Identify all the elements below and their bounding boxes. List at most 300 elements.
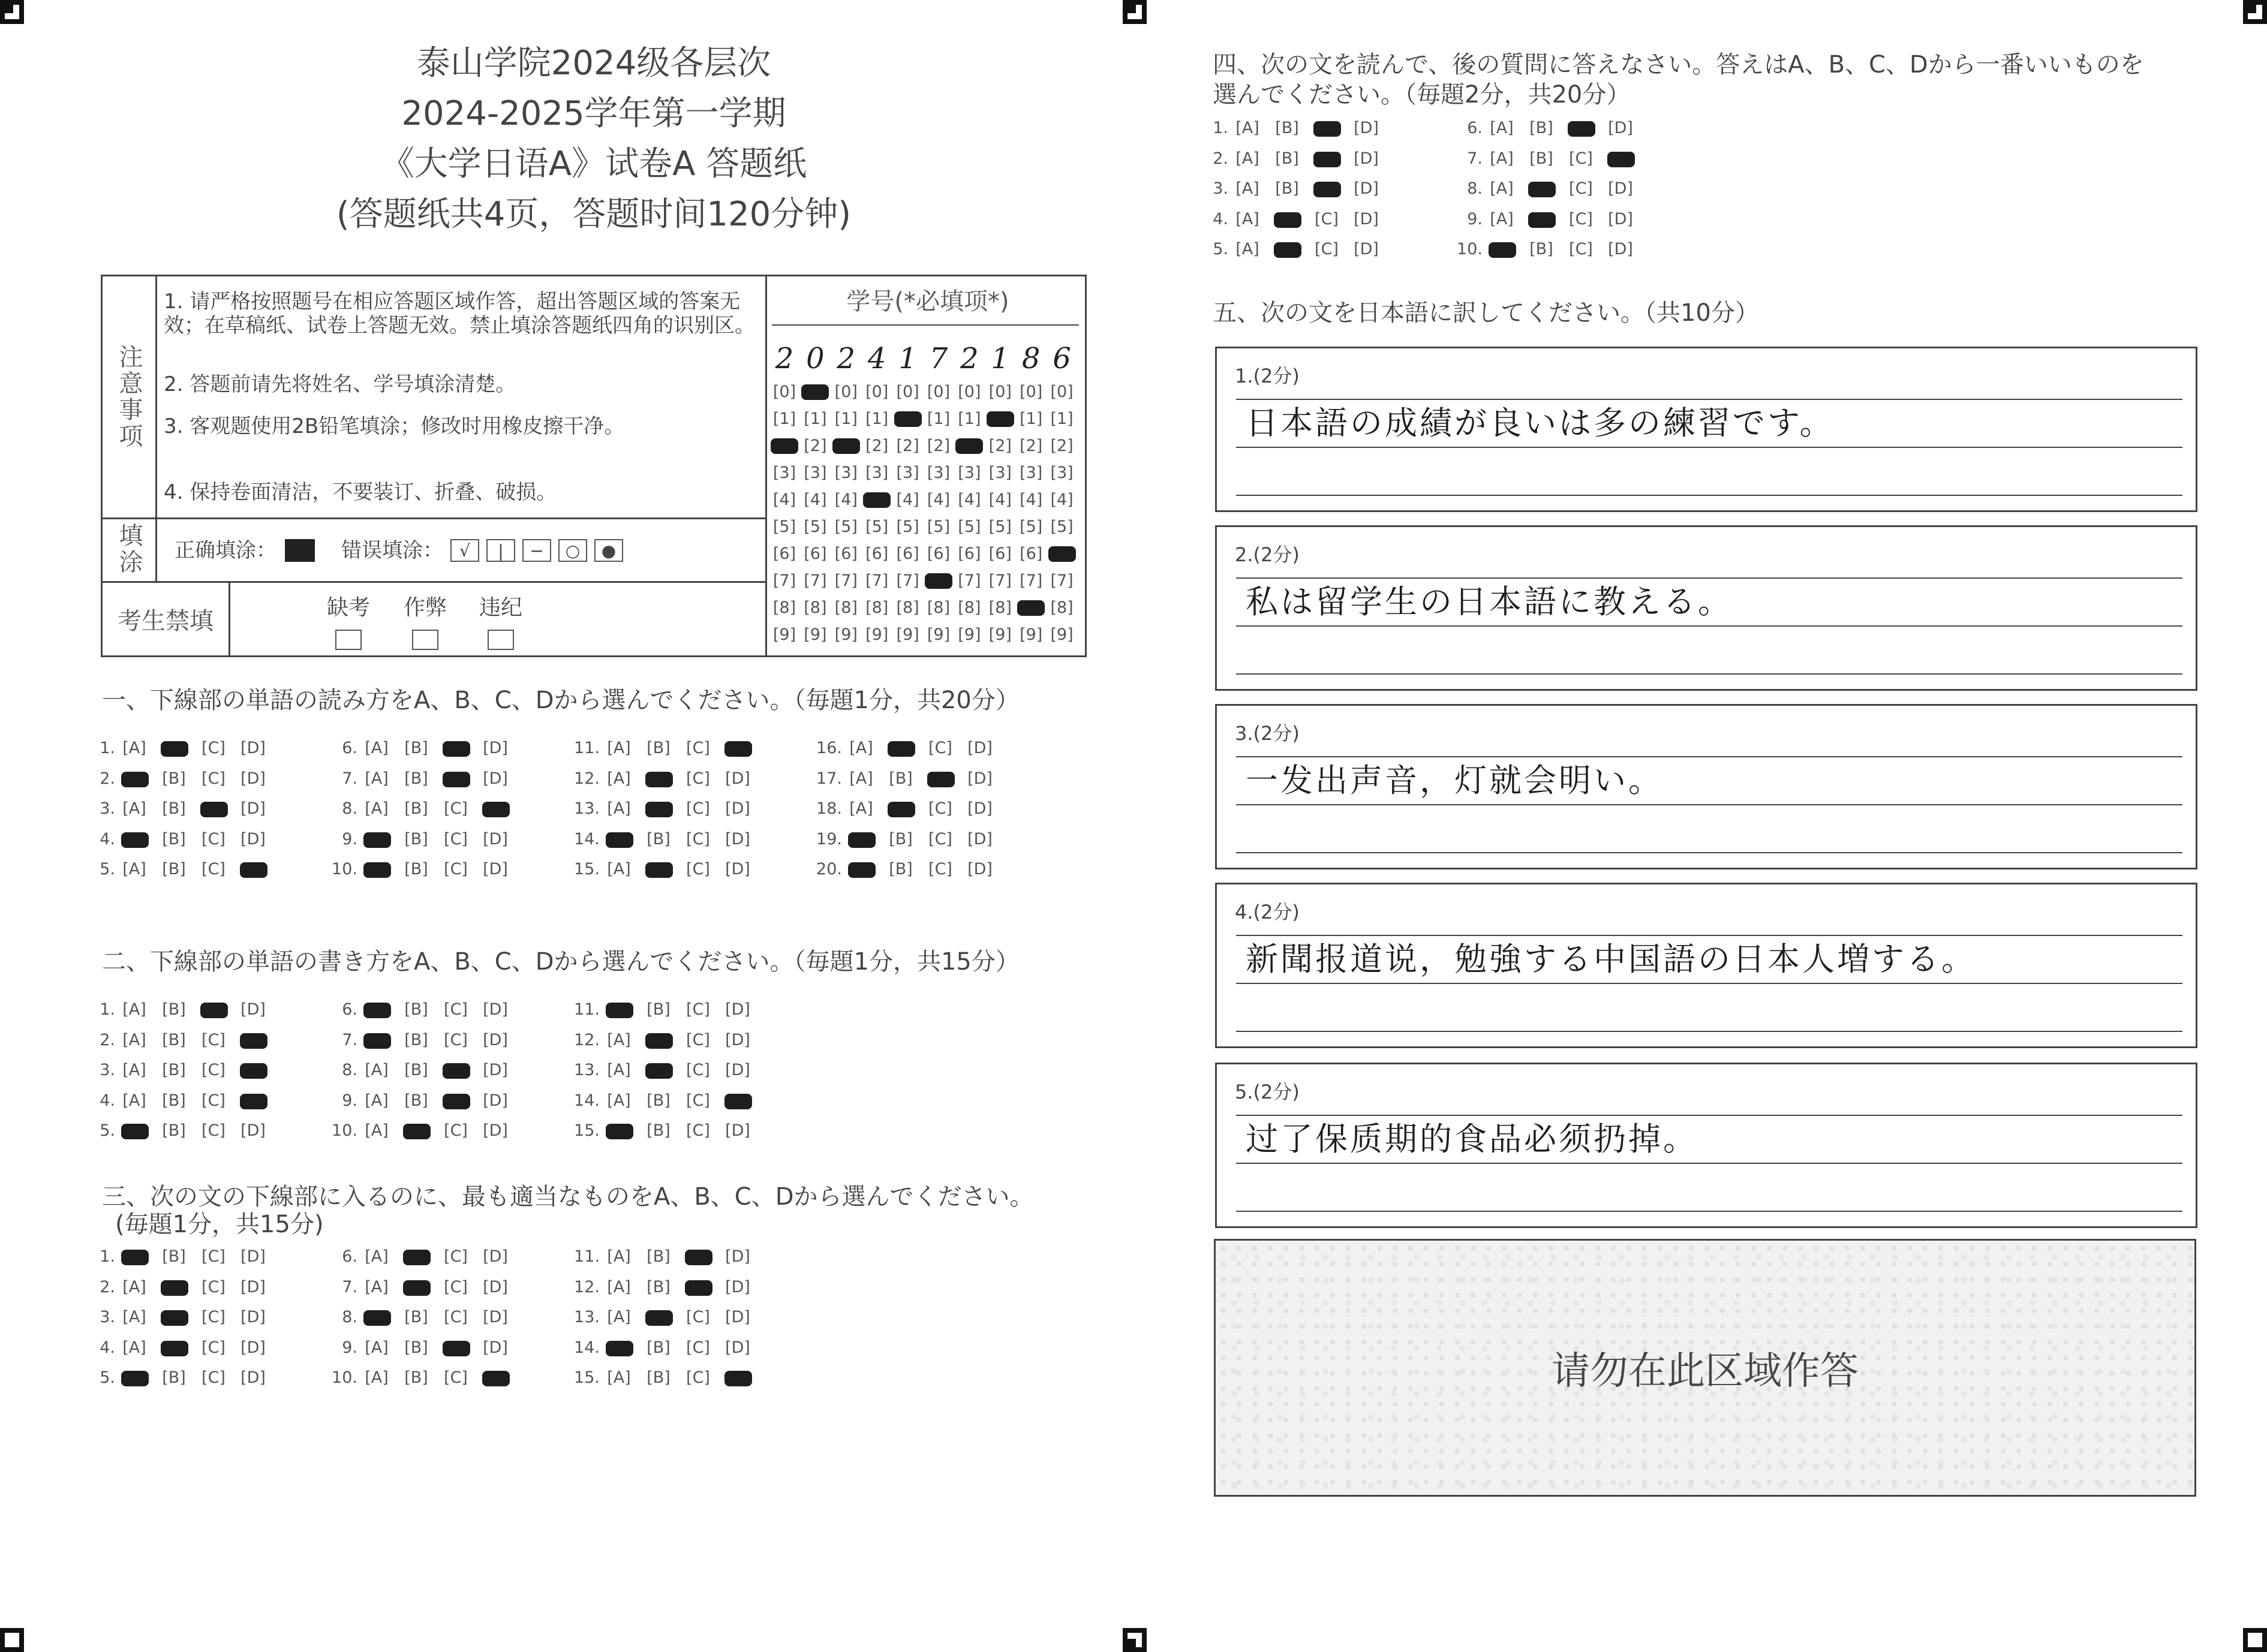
answer-bubble-filled[interactable] [724, 1371, 752, 1386]
answer-bubble[interactable]: [A] [122, 1030, 146, 1049]
answer-bubble[interactable]: [B] [162, 860, 186, 878]
student-number-bubble-filled[interactable] [832, 438, 860, 454]
answer-bubble[interactable]: [A] [122, 739, 146, 757]
answer-bubble[interactable]: [B] [1529, 149, 1553, 168]
answer-bubble[interactable]: [C] [202, 1308, 226, 1326]
answer-bubble[interactable]: [A] [122, 1277, 146, 1296]
student-number-bubble[interactable]: [0] [1020, 383, 1043, 401]
answer-bubble[interactable]: [B] [162, 1061, 186, 1079]
answer-bubble-filled[interactable] [240, 862, 267, 878]
student-number-bubble[interactable]: [3] [865, 464, 889, 482]
student-number-bubble[interactable]: [2] [988, 437, 1012, 455]
student-number-bubble[interactable]: [3] [1020, 464, 1043, 482]
answer-bubble[interactable]: [D] [483, 769, 508, 788]
answer-bubble[interactable]: [D] [483, 860, 508, 878]
answer-bubble[interactable]: [A] [365, 1368, 389, 1387]
answer-bubble[interactable]: [C] [202, 1247, 226, 1266]
student-number-bubble[interactable]: [9] [896, 625, 919, 644]
answer-bubble[interactable]: [B] [889, 829, 913, 848]
answer-bubble[interactable]: [D] [240, 1000, 266, 1019]
answer-bubble[interactable]: [C] [444, 829, 468, 848]
answer-bubble-filled[interactable] [482, 1371, 510, 1386]
answer-bubble[interactable]: [A] [1490, 119, 1514, 137]
answer-bubble[interactable]: [B] [1275, 149, 1299, 168]
answer-bubble[interactable]: [C] [202, 1368, 226, 1387]
answer-bubble[interactable]: [C] [686, 1030, 710, 1049]
answer-bubble[interactable]: [C] [444, 1368, 468, 1387]
answer-bubble-filled[interactable] [363, 1003, 391, 1018]
answer-bubble[interactable]: [A] [365, 1091, 389, 1110]
answer-bubble[interactable]: [D] [483, 1061, 508, 1079]
answer-bubble[interactable]: [B] [162, 1368, 186, 1387]
answer-bubble[interactable]: [C] [444, 1030, 468, 1049]
answer-bubble[interactable]: [D] [483, 1121, 508, 1140]
answer-bubble-filled[interactable] [363, 832, 391, 848]
student-number-bubble[interactable]: [0] [896, 383, 919, 401]
answer-bubble-filled[interactable] [363, 1310, 391, 1326]
answer-bubble[interactable]: [D] [483, 1247, 508, 1266]
answer-bubble[interactable]: [B] [647, 1247, 671, 1266]
answer-bubble-filled[interactable] [121, 832, 149, 848]
student-number-bubble[interactable]: [8] [804, 598, 827, 617]
answer-bubble[interactable]: [D] [240, 1247, 266, 1266]
student-number-bubble[interactable]: [0] [1050, 383, 1074, 401]
answer-bubble-filled[interactable] [645, 772, 673, 787]
answer-bubble-filled[interactable] [403, 1124, 431, 1139]
answer-bubble-filled[interactable] [161, 1280, 188, 1296]
answer-bubble[interactable]: [B] [404, 1091, 428, 1110]
answer-bubble[interactable]: [D] [1608, 179, 1633, 198]
answer-bubble[interactable]: [C] [444, 1121, 468, 1140]
student-number-bubble-filled[interactable] [955, 438, 983, 454]
student-number-bubble[interactable]: [3] [804, 464, 827, 482]
translation-answer[interactable]: 私は留学生の日本語に教える。 [1246, 583, 1733, 621]
answer-bubble[interactable]: [C] [686, 829, 710, 848]
translation-answer[interactable]: 新聞报道说，勉強する中国語の日本人増する。 [1246, 940, 1976, 978]
student-number-bubble[interactable]: [5] [804, 517, 827, 536]
answer-bubble[interactable]: [A] [607, 1308, 631, 1326]
student-number-bubble[interactable]: [3] [834, 464, 858, 482]
student-number-bubble[interactable]: [6] [958, 544, 981, 563]
student-number-bubble[interactable]: [1] [865, 410, 889, 428]
student-number-bubble[interactable]: [3] [958, 464, 981, 482]
answer-bubble[interactable]: [B] [162, 1247, 186, 1266]
answer-bubble-filled[interactable] [606, 1003, 633, 1018]
answer-bubble[interactable]: [D] [1354, 179, 1379, 198]
student-number-bubble[interactable]: [7] [896, 571, 919, 590]
exam-status-violation-box[interactable] [488, 630, 514, 650]
answer-bubble[interactable]: [D] [1608, 209, 1633, 228]
student-number-bubble[interactable]: [7] [958, 571, 981, 590]
answer-bubble-filled[interactable] [161, 1310, 188, 1326]
student-number-bubble[interactable]: [3] [988, 464, 1012, 482]
answer-bubble[interactable]: [A] [122, 860, 146, 878]
answer-bubble-filled[interactable] [848, 832, 876, 848]
answer-bubble[interactable]: [D] [240, 1368, 266, 1387]
answer-bubble-filled[interactable] [1313, 182, 1341, 197]
answer-bubble[interactable]: [D] [240, 1338, 266, 1357]
answer-bubble[interactable]: [C] [686, 860, 710, 878]
student-number-bubble[interactable]: [2] [1050, 437, 1074, 455]
answer-bubble[interactable]: [C] [686, 769, 710, 788]
answer-bubble[interactable]: [B] [162, 1121, 186, 1140]
answer-bubble-filled[interactable] [1274, 242, 1301, 258]
student-number-bubble[interactable]: [4] [804, 491, 827, 509]
answer-bubble[interactable]: [A] [365, 739, 389, 757]
student-number-bubble[interactable]: [4] [772, 491, 796, 509]
answer-bubble-filled[interactable] [1489, 242, 1516, 258]
answer-bubble-filled[interactable] [1528, 182, 1556, 197]
answer-bubble-filled[interactable] [1274, 212, 1301, 228]
answer-bubble[interactable]: [C] [928, 799, 952, 818]
student-number-bubble[interactable]: [5] [927, 517, 951, 536]
student-number-bubble-filled[interactable] [1017, 600, 1045, 616]
answer-bubble[interactable]: [C] [686, 1000, 710, 1019]
student-number-bubble[interactable]: [7] [772, 571, 796, 590]
answer-bubble[interactable]: [B] [162, 1030, 186, 1049]
student-number-bubble[interactable]: [3] [927, 464, 951, 482]
answer-bubble[interactable]: [A] [607, 1061, 631, 1079]
answer-bubble[interactable]: [D] [483, 1277, 508, 1296]
answer-bubble[interactable]: [D] [483, 739, 508, 757]
answer-bubble[interactable]: [A] [122, 799, 146, 818]
answer-bubble[interactable]: [C] [202, 1277, 226, 1296]
answer-bubble[interactable]: [D] [725, 1000, 750, 1019]
answer-bubble-filled[interactable] [443, 1341, 470, 1356]
student-number-bubble[interactable]: [4] [896, 491, 919, 509]
answer-bubble[interactable]: [A] [1235, 119, 1259, 137]
student-number-bubble[interactable]: [1] [958, 410, 981, 428]
answer-bubble-filled[interactable] [121, 1371, 149, 1386]
answer-bubble[interactable]: [A] [365, 1061, 389, 1079]
answer-bubble[interactable]: [B] [404, 1030, 428, 1049]
answer-bubble[interactable]: [D] [725, 1247, 750, 1266]
student-number-bubble[interactable]: [4] [1050, 491, 1074, 509]
answer-bubble[interactable]: [D] [725, 1061, 750, 1079]
answer-bubble[interactable]: [A] [365, 1247, 389, 1266]
answer-bubble[interactable]: [C] [202, 1338, 226, 1357]
answer-bubble[interactable]: [C] [202, 1061, 226, 1079]
student-number-bubble[interactable]: [8] [958, 598, 981, 617]
student-number-bubble[interactable]: [9] [927, 625, 951, 644]
answer-bubble[interactable]: [D] [725, 799, 750, 818]
answer-bubble[interactable]: [C] [928, 739, 952, 757]
answer-bubble[interactable]: [A] [607, 1277, 631, 1296]
answer-bubble-filled[interactable] [1313, 152, 1341, 167]
exam-status-absent-box[interactable] [335, 630, 362, 650]
answer-bubble[interactable]: [D] [967, 829, 993, 848]
answer-bubble[interactable]: [D] [483, 1091, 508, 1110]
exam-status-cheating-box[interactable] [412, 630, 438, 650]
answer-bubble[interactable]: [B] [404, 860, 428, 878]
answer-bubble[interactable]: [D] [240, 1121, 266, 1140]
answer-bubble[interactable]: [A] [607, 799, 631, 818]
translation-answer[interactable]: 过了保质期的食品必须扔掉。 [1246, 1120, 1698, 1158]
answer-bubble[interactable]: [D] [240, 1277, 266, 1296]
answer-bubble[interactable]: [D] [1608, 240, 1633, 258]
student-number-bubble[interactable]: [5] [834, 517, 858, 536]
answer-bubble[interactable]: [A] [607, 769, 631, 788]
student-number-bubble[interactable]: [8] [927, 598, 951, 617]
answer-bubble[interactable]: [D] [967, 799, 993, 818]
answer-bubble[interactable]: [B] [647, 1277, 671, 1296]
answer-bubble[interactable]: [C] [928, 829, 952, 848]
student-number-bubble[interactable]: [4] [834, 491, 858, 509]
answer-bubble[interactable]: [A] [1235, 209, 1259, 228]
answer-bubble[interactable]: [C] [202, 1121, 226, 1140]
student-number-bubble[interactable]: [3] [1050, 464, 1074, 482]
answer-bubble[interactable]: [D] [967, 860, 993, 878]
student-number-bubble[interactable]: [5] [1020, 517, 1043, 536]
answer-bubble[interactable]: [C] [202, 860, 226, 878]
student-number-bubble-filled[interactable] [1048, 546, 1076, 562]
student-number-bubble[interactable]: [7] [1020, 571, 1043, 590]
answer-bubble[interactable]: [A] [122, 1308, 146, 1326]
student-number-bubble[interactable]: [7] [1050, 571, 1074, 590]
student-number-bubble[interactable]: [5] [865, 517, 889, 536]
student-number-bubble[interactable]: [5] [958, 517, 981, 536]
answer-bubble[interactable]: [D] [725, 1338, 750, 1357]
student-number-bubble[interactable]: [0] [865, 383, 889, 401]
answer-bubble[interactable]: [A] [849, 739, 873, 757]
answer-bubble-filled[interactable] [121, 1124, 149, 1139]
answer-bubble[interactable]: [B] [647, 1000, 671, 1019]
answer-bubble[interactable]: [D] [483, 1338, 508, 1357]
answer-bubble-filled[interactable] [606, 1341, 633, 1356]
answer-bubble[interactable]: [A] [1235, 240, 1259, 258]
answer-bubble-filled[interactable] [724, 741, 752, 757]
answer-bubble[interactable]: [B] [404, 799, 428, 818]
answer-bubble[interactable]: [C] [444, 1247, 468, 1266]
answer-bubble-filled[interactable] [685, 1250, 712, 1265]
student-number-bubble[interactable]: [1] [772, 410, 796, 428]
student-number-bubble[interactable]: [6] [927, 544, 951, 563]
student-number-bubble[interactable]: [7] [865, 571, 889, 590]
answer-bubble[interactable]: [B] [404, 1000, 428, 1019]
student-number-bubble[interactable]: [7] [988, 571, 1012, 590]
answer-bubble[interactable]: [A] [607, 1247, 631, 1266]
answer-bubble[interactable]: [C] [686, 1121, 710, 1140]
answer-bubble[interactable]: [B] [404, 1061, 428, 1079]
answer-bubble[interactable]: [A] [1490, 209, 1514, 228]
answer-bubble[interactable]: [D] [1354, 149, 1379, 168]
answer-bubble-filled[interactable] [1313, 121, 1341, 137]
answer-bubble[interactable]: [C] [1569, 209, 1593, 228]
student-number-bubble[interactable]: [9] [958, 625, 981, 644]
answer-bubble-filled[interactable] [645, 1033, 673, 1049]
answer-bubble[interactable]: [D] [240, 739, 266, 757]
answer-bubble-filled[interactable] [443, 772, 470, 787]
answer-bubble[interactable]: [B] [162, 769, 186, 788]
answer-bubble[interactable]: [A] [1235, 149, 1259, 168]
answer-bubble[interactable]: [B] [162, 799, 186, 818]
answer-bubble[interactable]: [C] [444, 1000, 468, 1019]
answer-bubble[interactable]: [C] [444, 1308, 468, 1326]
student-number-bubble[interactable]: [6] [1020, 544, 1043, 563]
student-number-bubble[interactable]: [5] [896, 517, 919, 536]
answer-bubble[interactable]: [B] [647, 829, 671, 848]
answer-bubble[interactable]: [C] [686, 1091, 710, 1110]
answer-bubble[interactable]: [B] [647, 739, 671, 757]
answer-bubble[interactable]: [B] [1275, 179, 1299, 198]
answer-bubble-filled[interactable] [645, 802, 673, 817]
answer-bubble[interactable]: [A] [122, 1061, 146, 1079]
student-number-bubble[interactable]: [9] [804, 625, 827, 644]
student-number-bubble[interactable]: [1] [804, 410, 827, 428]
student-number-bubble-filled[interactable] [894, 411, 922, 427]
student-number-bubble[interactable]: [2] [896, 437, 919, 455]
answer-bubble[interactable]: [D] [240, 769, 266, 788]
student-number-bubble[interactable]: [8] [834, 598, 858, 617]
answer-bubble-filled[interactable] [724, 1094, 752, 1109]
student-number-bubble[interactable]: [6] [834, 544, 858, 563]
answer-bubble-filled[interactable] [240, 1033, 267, 1049]
translation-answer[interactable]: 一发出声音，灯就会明い。 [1246, 762, 1663, 799]
answer-bubble[interactable]: [B] [889, 769, 913, 788]
answer-bubble[interactable]: [B] [1275, 119, 1299, 137]
answer-bubble[interactable]: [D] [725, 860, 750, 878]
answer-bubble[interactable]: [D] [240, 1308, 266, 1326]
answer-bubble[interactable]: [A] [365, 1338, 389, 1357]
student-number-bubble[interactable]: [0] [927, 383, 951, 401]
student-number-bubble[interactable]: [9] [772, 625, 796, 644]
student-number-bubble[interactable]: [0] [772, 383, 796, 401]
answer-bubble[interactable]: [D] [1354, 209, 1379, 228]
student-number-bubble[interactable]: [6] [804, 544, 827, 563]
answer-bubble[interactable]: [A] [1490, 179, 1514, 198]
answer-bubble[interactable]: [C] [1569, 240, 1593, 258]
answer-bubble[interactable]: [B] [404, 1368, 428, 1387]
answer-bubble[interactable]: [C] [928, 860, 952, 878]
student-number-bubble[interactable]: [9] [1020, 625, 1043, 644]
answer-bubble[interactable]: [C] [686, 799, 710, 818]
answer-bubble[interactable]: [D] [1354, 240, 1379, 258]
answer-bubble[interactable]: [B] [162, 1091, 186, 1110]
answer-bubble-filled[interactable] [443, 1063, 470, 1079]
answer-bubble[interactable]: [D] [725, 1277, 750, 1296]
answer-bubble-filled[interactable] [161, 1341, 188, 1356]
answer-bubble[interactable]: [C] [202, 1030, 226, 1049]
answer-bubble[interactable]: [B] [404, 769, 428, 788]
answer-bubble[interactable]: [B] [404, 1308, 428, 1326]
answer-bubble[interactable]: [D] [725, 769, 750, 788]
answer-bubble-filled[interactable] [645, 862, 673, 878]
student-number-bubble[interactable]: [1] [927, 410, 951, 428]
answer-bubble[interactable]: [B] [404, 739, 428, 757]
student-number-bubble[interactable]: [0] [958, 383, 981, 401]
student-number-bubble[interactable]: [8] [988, 598, 1012, 617]
student-number-bubble[interactable]: [3] [896, 464, 919, 482]
student-number-bubble[interactable]: [9] [988, 625, 1012, 644]
answer-bubble-filled[interactable] [927, 772, 955, 787]
answer-bubble[interactable]: [A] [607, 860, 631, 878]
answer-bubble[interactable]: [B] [647, 1091, 671, 1110]
answer-bubble-filled[interactable] [888, 741, 915, 757]
student-number-bubble[interactable]: [8] [896, 598, 919, 617]
answer-bubble[interactable]: [D] [240, 829, 266, 848]
answer-bubble[interactable]: [D] [483, 829, 508, 848]
answer-bubble[interactable]: [D] [725, 1121, 750, 1140]
answer-bubble[interactable]: [B] [1529, 240, 1553, 258]
answer-bubble-filled[interactable] [200, 1003, 228, 1018]
answer-bubble[interactable]: [C] [202, 739, 226, 757]
answer-bubble[interactable]: [B] [404, 829, 428, 848]
answer-bubble-filled[interactable] [121, 772, 149, 787]
answer-bubble[interactable]: [B] [162, 1000, 186, 1019]
answer-bubble[interactable]: [C] [1569, 179, 1593, 198]
answer-bubble[interactable]: [D] [725, 829, 750, 848]
answer-bubble[interactable]: [A] [607, 1030, 631, 1049]
answer-bubble[interactable]: [C] [444, 799, 468, 818]
student-number-bubble[interactable]: [5] [1050, 517, 1074, 536]
answer-bubble[interactable]: [A] [122, 1000, 146, 1019]
student-number-bubble-filled[interactable] [801, 384, 829, 400]
student-number-bubble[interactable]: [2] [804, 437, 827, 455]
student-number-bubble[interactable]: [4] [958, 491, 981, 509]
student-number-bubble-filled[interactable] [863, 492, 891, 508]
answer-bubble[interactable]: [C] [444, 1277, 468, 1296]
student-number-bubble[interactable]: [1] [834, 410, 858, 428]
student-number-bubble[interactable]: [2] [927, 437, 951, 455]
answer-bubble-filled[interactable] [443, 741, 470, 757]
answer-bubble[interactable]: [D] [240, 799, 266, 818]
student-number-bubble[interactable]: [6] [988, 544, 1012, 563]
answer-bubble[interactable]: [A] [122, 1338, 146, 1357]
answer-bubble-filled[interactable] [645, 1063, 673, 1079]
answer-bubble-filled[interactable] [888, 802, 915, 817]
answer-bubble[interactable]: [A] [365, 1277, 389, 1296]
answer-bubble[interactable]: [D] [483, 1308, 508, 1326]
answer-bubble-filled[interactable] [606, 832, 633, 848]
answer-bubble[interactable]: [B] [889, 860, 913, 878]
student-number-bubble[interactable]: [3] [772, 464, 796, 482]
student-number-bubble[interactable]: [7] [834, 571, 858, 590]
answer-bubble[interactable]: [C] [1315, 240, 1339, 258]
answer-bubble-filled[interactable] [443, 1094, 470, 1109]
student-number-bubble[interactable]: [5] [988, 517, 1012, 536]
answer-bubble[interactable]: [A] [607, 739, 631, 757]
answer-bubble-filled[interactable] [645, 1310, 673, 1326]
student-number-bubble[interactable]: [6] [772, 544, 796, 563]
student-number-bubble[interactable]: [2] [865, 437, 889, 455]
answer-bubble[interactable]: [C] [202, 829, 226, 848]
answer-bubble-filled[interactable] [482, 802, 510, 817]
answer-bubble[interactable]: [C] [686, 1368, 710, 1387]
student-number-bubble[interactable]: [2] [1020, 437, 1043, 455]
student-number-bubble[interactable]: [6] [865, 544, 889, 563]
answer-bubble[interactable]: [D] [967, 769, 993, 788]
student-number-bubble[interactable]: [8] [772, 598, 796, 617]
translation-answer[interactable]: 日本語の成績が良いは多の練習です。 [1246, 404, 1835, 442]
answer-bubble-filled[interactable] [240, 1063, 267, 1079]
answer-bubble[interactable]: [A] [607, 1091, 631, 1110]
answer-bubble-filled[interactable] [606, 1124, 633, 1139]
answer-bubble[interactable]: [B] [404, 1338, 428, 1357]
student-number-bubble[interactable]: [8] [1050, 598, 1074, 617]
answer-bubble[interactable]: [D] [725, 1030, 750, 1049]
answer-bubble[interactable]: [B] [647, 1338, 671, 1357]
answer-bubble[interactable]: [A] [1235, 179, 1259, 198]
answer-bubble[interactable]: [C] [686, 1061, 710, 1079]
answer-bubble[interactable]: [C] [686, 1308, 710, 1326]
answer-bubble-filled[interactable] [200, 802, 228, 817]
student-number-bubble[interactable]: [1] [1050, 410, 1074, 428]
answer-bubble[interactable]: [C] [686, 1338, 710, 1357]
answer-bubble[interactable]: [A] [607, 1368, 631, 1387]
student-number-bubble[interactable]: [8] [865, 598, 889, 617]
answer-bubble[interactable]: [D] [967, 739, 993, 757]
answer-bubble[interactable]: [A] [849, 799, 873, 818]
